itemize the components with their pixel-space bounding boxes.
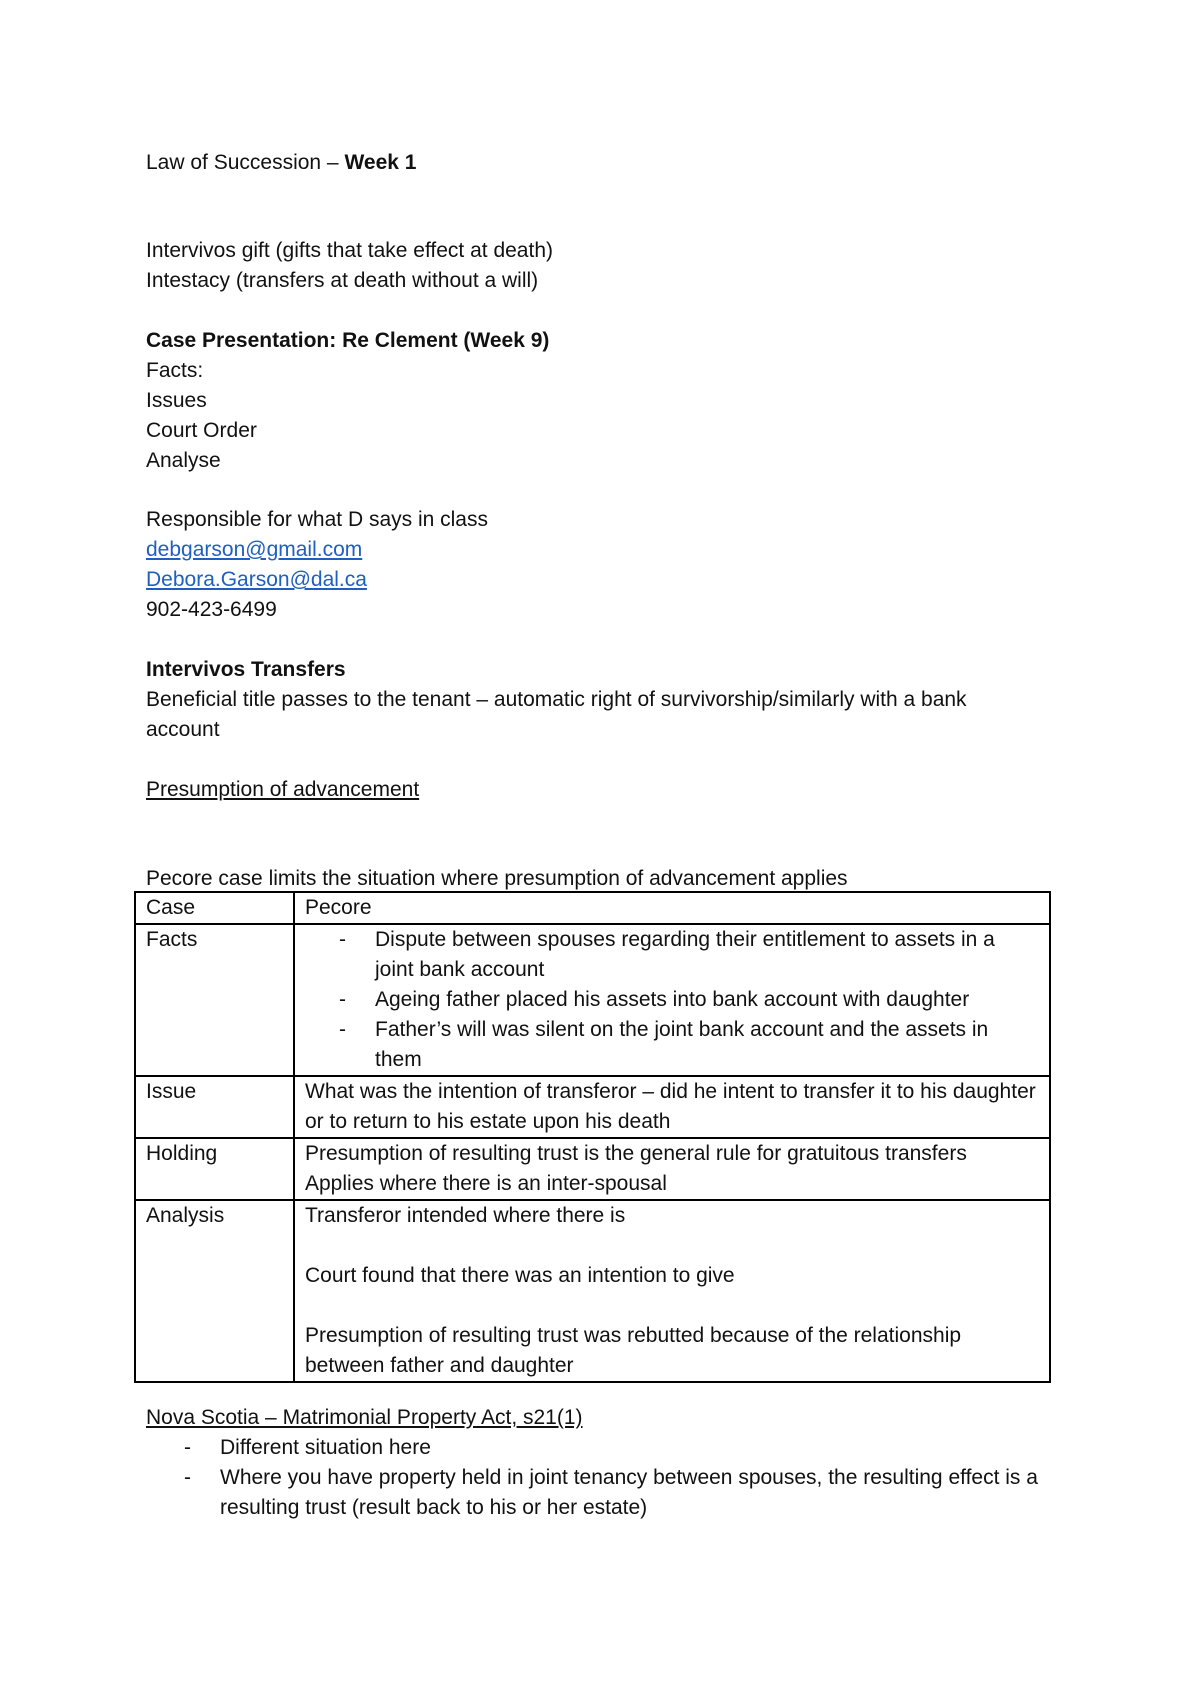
pecore-note: Pecore case limits the situation where presumption of advancement applies	[146, 867, 848, 890]
row-label: Facts	[135, 924, 294, 1076]
email-link-gmail[interactable]: debgarson@gmail.com	[146, 538, 363, 561]
phone-number: 902-423-6499	[146, 598, 277, 621]
facts-list	[305, 925, 1039, 1075]
case-table	[134, 891, 1051, 1383]
case-presentation-heading: Case Presentation: Re Clement (Week 9)	[146, 329, 550, 352]
presumption-heading: Presumption of advancement	[146, 778, 420, 801]
case-presentation-item: Analyse	[146, 449, 221, 472]
case-presentation-item: Issues	[146, 389, 207, 412]
list-item: - Where you have property held in joint tenancy between spouses, the resulting effect is a resulting trust (result back to his or her estate)	[220, 1463, 1066, 1523]
holding-line: Presumption of resulting trust is the general rule for gratuitous transfers	[305, 1142, 967, 1165]
table-row	[135, 892, 1050, 924]
table-row	[135, 1200, 1050, 1382]
row-label: Analysis	[135, 1200, 294, 1382]
analysis-paragraph: Court found that there was an intention to give	[305, 1264, 735, 1287]
table-row	[135, 1138, 1050, 1200]
intervivos-transfers-text-1: Beneficial title passes to the tenant – automatic right of survivorship/similarly with a bank	[146, 688, 967, 711]
nova-scotia-list	[146, 1433, 1066, 1523]
row-content: What was the intention of transferor – did he intent to transfer it to his daughter or to return to his estate upon his death	[294, 1076, 1050, 1138]
email-link-dal[interactable]: Debora.Garson@dal.ca	[146, 568, 367, 591]
list-item: - Ageing father placed his assets into bank account with daughter	[375, 985, 1039, 1015]
holding-line: Applies where there is an inter-spousal	[305, 1172, 667, 1195]
row-content	[294, 924, 1050, 1076]
list-item: - Father’s will was silent on the joint bank account and the assets in them	[375, 1015, 1039, 1075]
title-week: Week 1	[344, 151, 417, 174]
row-label: Holding	[135, 1138, 294, 1200]
title-text: Law of Succession –	[146, 151, 345, 174]
page-title	[146, 148, 416, 178]
row-content: Pecore	[294, 892, 1050, 924]
intervivos-transfers-heading: Intervivos Transfers	[146, 658, 346, 681]
row-content	[294, 1200, 1050, 1382]
row-content	[294, 1138, 1050, 1200]
table-row	[135, 924, 1050, 1076]
nova-scotia-heading: Nova Scotia – Matrimonial Property Act, s21(1)	[146, 1406, 583, 1429]
list-item: - Dispute between spouses regarding their entitlement to assets in a joint bank account	[375, 925, 1039, 985]
case-presentation-item: Court Order	[146, 419, 257, 442]
row-label: Issue	[135, 1076, 294, 1138]
intro-line-1: Intervivos gift (gifts that take effect at death)	[146, 239, 553, 262]
row-label: Case	[135, 892, 294, 924]
intro-line-2: Intestacy (transfers at death without a will)	[146, 269, 539, 292]
intervivos-transfers-text-2: account	[146, 718, 220, 741]
responsibility-note: Responsible for what D says in class	[146, 508, 488, 531]
list-item: - Different situation here	[220, 1433, 1066, 1463]
analysis-paragraph: Presumption of resulting trust was rebutted because of the relationship between father and daughter	[305, 1324, 962, 1377]
case-presentation-item: Facts:	[146, 359, 204, 382]
table-row	[135, 1076, 1050, 1138]
analysis-paragraph: Transferor intended where there is	[305, 1204, 626, 1227]
